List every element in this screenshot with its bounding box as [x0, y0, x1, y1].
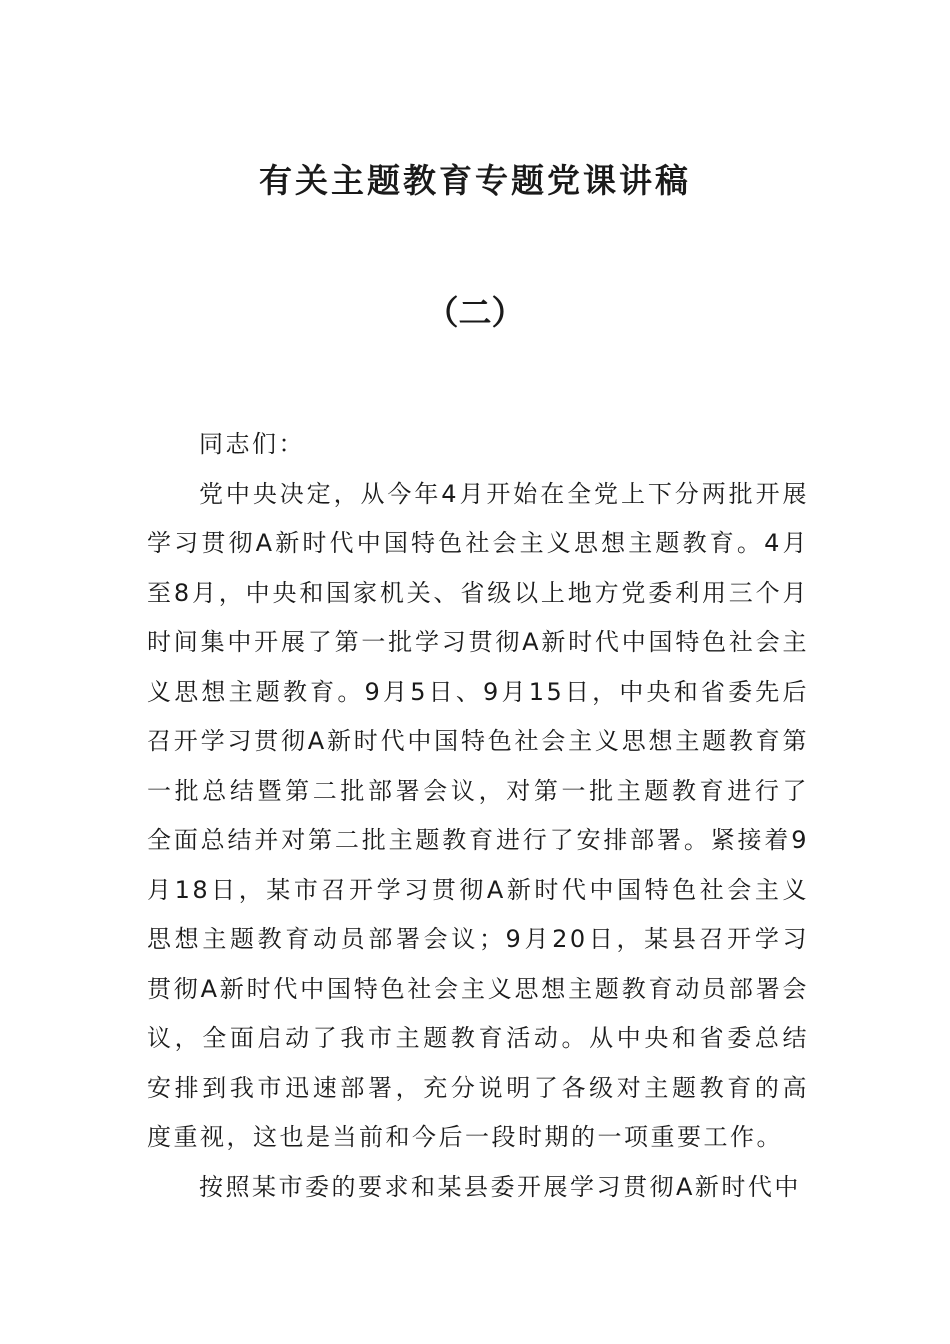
document-title: 有关主题教育专题党课讲稿 [259, 161, 691, 200]
salutation: 同志们： [199, 430, 305, 458]
document-subtitle: （二） [425, 293, 525, 332]
paragraph-2: 按照某市委的要求和某县委开展学习贯彻A新时代中 [199, 1172, 801, 1201]
document-body [147, 420, 809, 1212]
paragraph-1: 党中央决定，从今年4月开始在全党上下分两批开展学习贯彻A新时代中国特色社会主义思想主题教育。4月至8月，中央和国家机关、省级以上地方党委利用三个月时间集中开展了第一批学习贯彻A新时代中国特色社会主义思想主题教育。9月5日、9月15日，中央和省委先后召开学习贯彻A新时代中国特色社会主义思想主题教育第一批总结暨第二批部署会议，对第一批主题教育进行了全面总结并对第二批主题教育进行了安排部署。紧接着9月18日，某市召开学习贯彻A新时代中国特色社会主义思想主题教育动员部署会议；9月20日，某县召开学习贯彻A新时代中国特色社会主义思想主题教育动员部署会议，全面启动了我市主题教育活动。从中央和省委总结安排到我市迅速部署，充分说明了各级对主题教育的高度重视，这也是当前和今后一段时期的一项重要工作。 [147, 479, 809, 1151]
